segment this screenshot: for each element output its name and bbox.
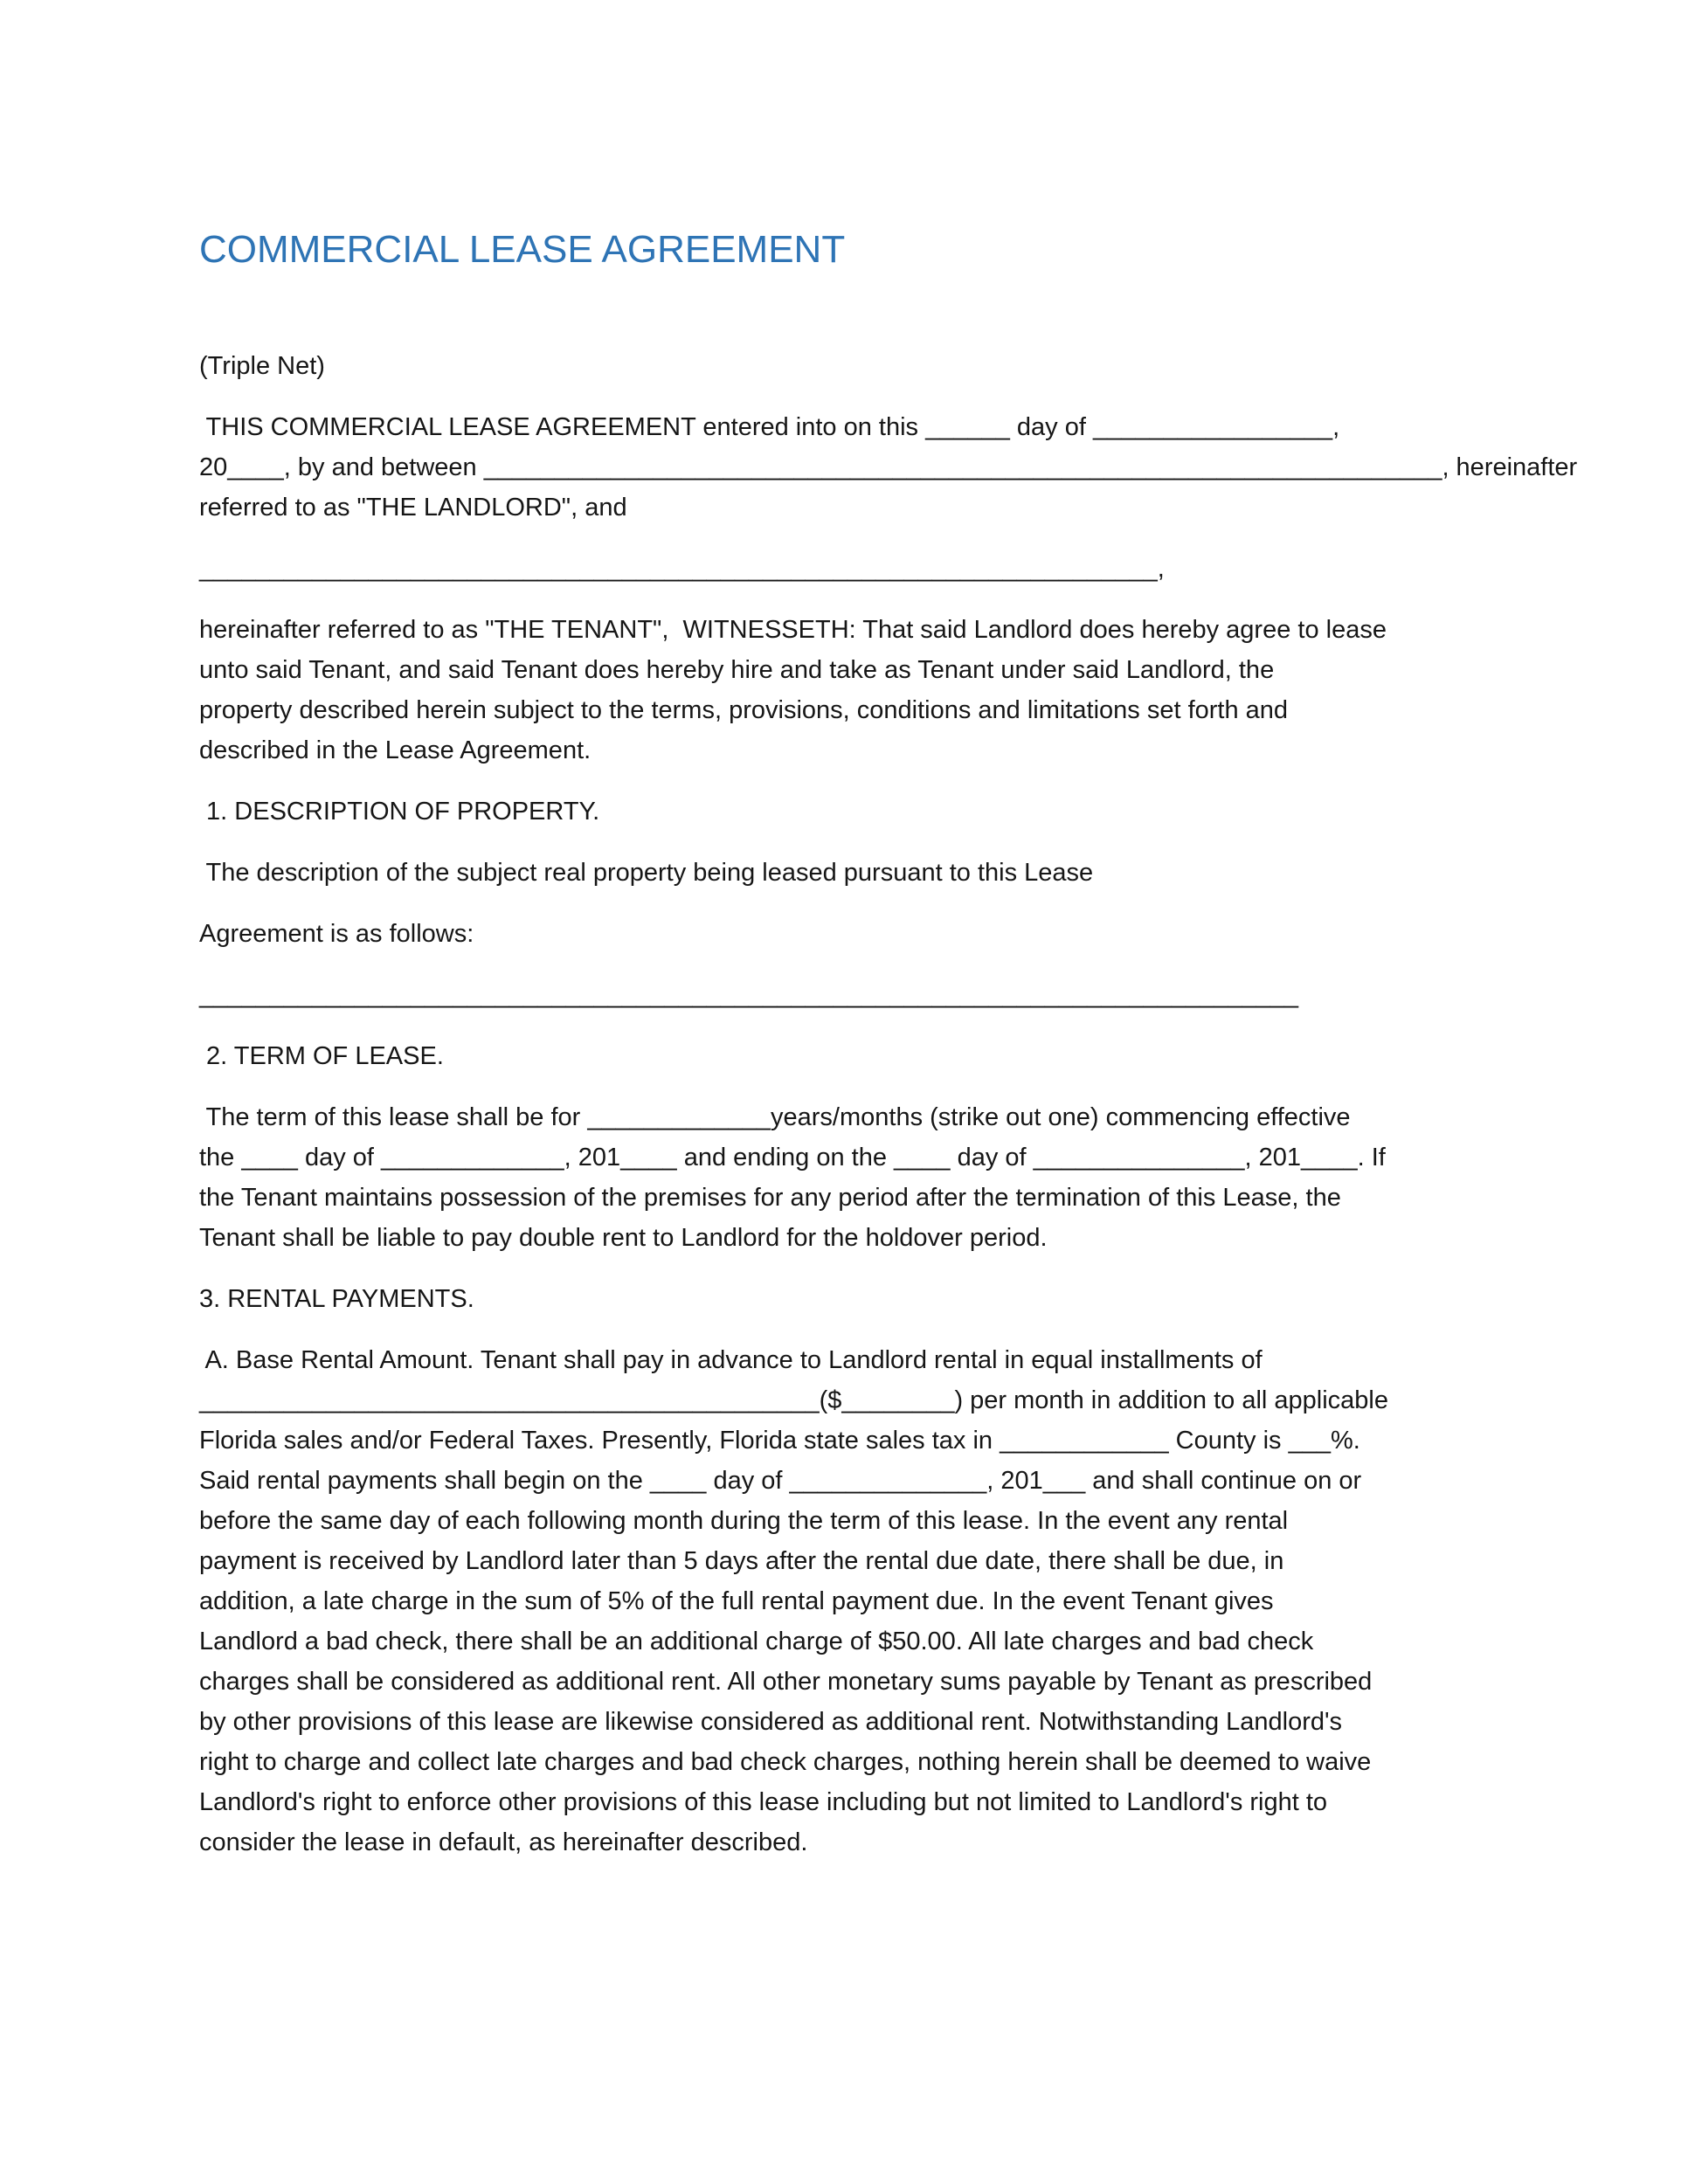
text-line: Florida sales and/or Federal Taxes. Presently, Florida state sales tax in ____________ County is ___%. bbox=[199, 1427, 1360, 1455]
text-line: Tenant shall be liable to pay double rent to Landlord for the holdover period. bbox=[199, 1224, 1048, 1252]
text-line: hereinafter referred to as "THE TENANT", WITNESSETH: That said Landlord does hereby agree to lease bbox=[199, 616, 1387, 644]
section-3-paragraph bbox=[199, 1340, 1489, 1863]
text-line: right to charge and collect late charges and bad check charges, nothing herein shall be deemed to waive bbox=[199, 1748, 1372, 1776]
text-line: referred to as "THE LANDLORD", and bbox=[199, 494, 627, 522]
section-1-heading: 1. DESCRIPTION OF PROPERTY. bbox=[199, 798, 600, 826]
section-1-body-line-1: The description of the subject real property being leased pursuant to this Lease bbox=[199, 859, 1094, 887]
text-line: Landlord a bad check, there shall be an additional charge of $50.00. All late charges and bad check bbox=[199, 1628, 1314, 1655]
text-line: charges shall be considered as additional rent. All other monetary sums payable by Tenant as prescribed bbox=[199, 1668, 1373, 1696]
document-title: COMMERCIAL LEASE AGREEMENT bbox=[199, 228, 846, 271]
text-line: payment is received by Landlord later than 5 days after the rental due date, there shall be due, in bbox=[199, 1547, 1284, 1575]
text-line: The term of this lease shall be for _____________years/months (strike out one) commencing effective bbox=[199, 1103, 1351, 1131]
text-line: before the same day of each following month during the term of this lease. In the event any rental bbox=[199, 1507, 1289, 1535]
text-line: Said rental payments shall begin on the ____ day of ______________, 201___ and shall continue on or bbox=[199, 1467, 1362, 1495]
text-line: THIS COMMERCIAL LEASE AGREEMENT entered into on this ______ day of _________________, bbox=[199, 413, 1340, 441]
intro-paragraph bbox=[199, 407, 1578, 528]
section-2-paragraph bbox=[199, 1097, 1489, 1258]
text-line: the ____ day of _____________, 201____ and ending on the ____ day of _______________, 201____. If bbox=[199, 1144, 1386, 1171]
text-line: described in the Lease Agreement. bbox=[199, 736, 591, 764]
section-2-heading: 2. TERM OF LEASE. bbox=[199, 1042, 444, 1070]
text-line: 20____, by and between ____________________________________________________________________, hereinafter bbox=[199, 453, 1578, 481]
text-line: ____________________________________________($________) per month in addition to all applicable bbox=[199, 1386, 1388, 1414]
document-subtitle: (Triple Net) bbox=[199, 352, 325, 380]
text-line: the Tenant maintains possession of the premises for any period after the termination of this Lease, the bbox=[199, 1184, 1341, 1212]
property-description-blank-line: ______________________________________________________________________________ bbox=[199, 981, 1299, 1009]
text-line: consider the lease in default, as hereinafter described. bbox=[199, 1828, 808, 1856]
section-1-body-line-2: Agreement is as follows: bbox=[199, 920, 474, 948]
text-line: property described herein subject to the terms, provisions, conditions and limitations set forth and bbox=[199, 696, 1289, 724]
text-line: A. Base Rental Amount. Tenant shall pay in advance to Landlord rental in equal installments of bbox=[199, 1346, 1263, 1374]
text-line: unto said Tenant, and said Tenant does hereby hire and take as Tenant under said Landlord, the bbox=[199, 656, 1275, 684]
text-line: addition, a late charge in the sum of 5% of the full rental payment due. In the event Tenant gives bbox=[199, 1587, 1274, 1615]
witnesseth-paragraph bbox=[199, 610, 1489, 771]
section-3-heading: 3. RENTAL PAYMENTS. bbox=[199, 1285, 474, 1313]
text-line: Landlord's right to enforce other provisions of this lease including but not limited to Landlord's right to bbox=[199, 1788, 1328, 1816]
tenant-name-blank-line: ____________________________________________________________________, bbox=[199, 555, 1165, 583]
text-line: by other provisions of this lease are likewise considered as additional rent. Notwithstanding Landlord's bbox=[199, 1708, 1343, 1736]
